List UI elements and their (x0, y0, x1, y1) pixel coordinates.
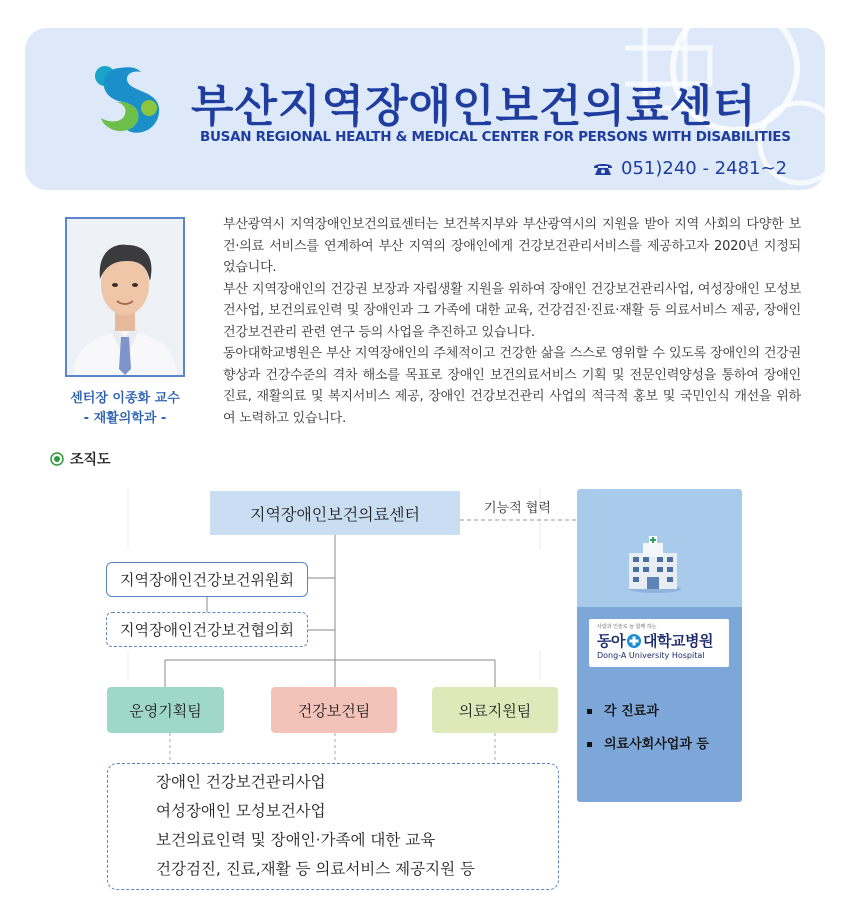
hospital-name-left: 동아 (597, 632, 625, 650)
medical-cross-icon (627, 634, 641, 648)
square-bullet-icon (587, 709, 592, 714)
target-bullet-icon (50, 452, 64, 466)
intro-paragraph-1: 부산광역시 지역장애인보건의료센터는 보건복지부와 부산광역시의 지원을 받아 지역 사회의 다양한 보건·의료 서비스를 연계하여 부산 지역의 장애인에게 건강보건관리서비스를 제공하고자 2020년 지정되었습니다. (223, 217, 801, 275)
intro-text (223, 214, 801, 429)
phone-number[interactable] (593, 158, 787, 179)
director-photo (65, 217, 185, 377)
hospital-item-label: 각 진료과 (604, 704, 659, 719)
page-title: 부산지역장애인보건의료센터 (191, 81, 757, 132)
header-banner (25, 28, 825, 190)
task-item: 장애인 건강보건관리사업 (156, 773, 326, 791)
page-subtitle: BUSAN REGIONAL HEALTH & MEDICAL CENTER FOR PERSONS WITH DISABILITIES (200, 129, 791, 145)
hospital-item (587, 728, 709, 761)
org-chart-heading (50, 449, 111, 469)
cooperation-label: 기능적 협력 (484, 501, 551, 516)
director-caption (52, 389, 198, 429)
task-item: 여성장애인 모성보건사업 (156, 802, 326, 820)
director-name: 센터장 이종화 교수 (70, 391, 180, 406)
intro-paragraph-2: 부산 지역장애인의 건강권 보장과 자립생활 지원을 위하여 장애인 건강보건관리사업, 여성장애인 모성보건사업, 보건의료인력 및 장애인과 그 가족에 대한 교육, 건강검진·진료·재활 등 의료서비스 제공, 장애인 건강보건관리 관련 연구 등의 사업을 추진하고 있습니다. (223, 281, 801, 340)
director-department: - 재활의학과 - (83, 411, 167, 426)
intro-paragraph-3: 동아대학교병원은 부산 지역장애인의 주체적이고 건강한 삶을 스스로 영위할 수 있도록 장애인의 건강권 향상과 건강수준의 격차 해소를 목표로 장애인 보건의료서비스 기획 및 전문인력양성을 통하여 장애인 진료, 재활의료 및 복지서비스 제공, 장애인 건강보건관리 사업의 적극적 홍보 및 국민인식 개선을 위하여 노력하고 있습니다. (223, 346, 801, 426)
org-council-box: 지역장애인건강보건협의회 (106, 612, 308, 647)
square-bullet-icon (587, 742, 592, 747)
hospital-panel (577, 489, 742, 802)
hospital-name-right: 대학교병원 (642, 632, 713, 650)
hospital-building-icon (625, 535, 681, 593)
team-health-care: 건강보건팀 (271, 687, 397, 733)
team-medical-support: 의료지원팀 (432, 687, 558, 733)
hospital-departments (587, 695, 709, 761)
org-task-list (107, 763, 559, 890)
hospital-item (587, 695, 709, 728)
org-committee-box: 지역장애인건강보건위원회 (106, 562, 308, 597)
director-portrait (67, 219, 183, 375)
task-item: 보건의료인력 및 장애인·가족에 대한 교육 (156, 831, 436, 849)
phone-icon (593, 162, 613, 176)
org-chart-title: 조직도 (70, 452, 111, 468)
team-operations-planning: 운영기획팀 (107, 687, 224, 733)
hospital-name-english: Dong-A University Hospital (597, 651, 705, 660)
hospital-item-label: 의료사회사업과 등 (604, 737, 709, 752)
hospital-logo (589, 619, 729, 667)
phone-text: 051)240 - 2481~2 (621, 158, 788, 179)
org-center-box: 지역장애인보건의료센터 (210, 491, 460, 535)
hospital-name (597, 630, 713, 651)
center-logo (89, 60, 169, 150)
task-item: 건강검진, 진료,재활 등 의료서비스 제공지원 등 (156, 860, 475, 878)
hospital-slogan: 사람과 인술로 늘 함께 하는 (597, 624, 657, 630)
